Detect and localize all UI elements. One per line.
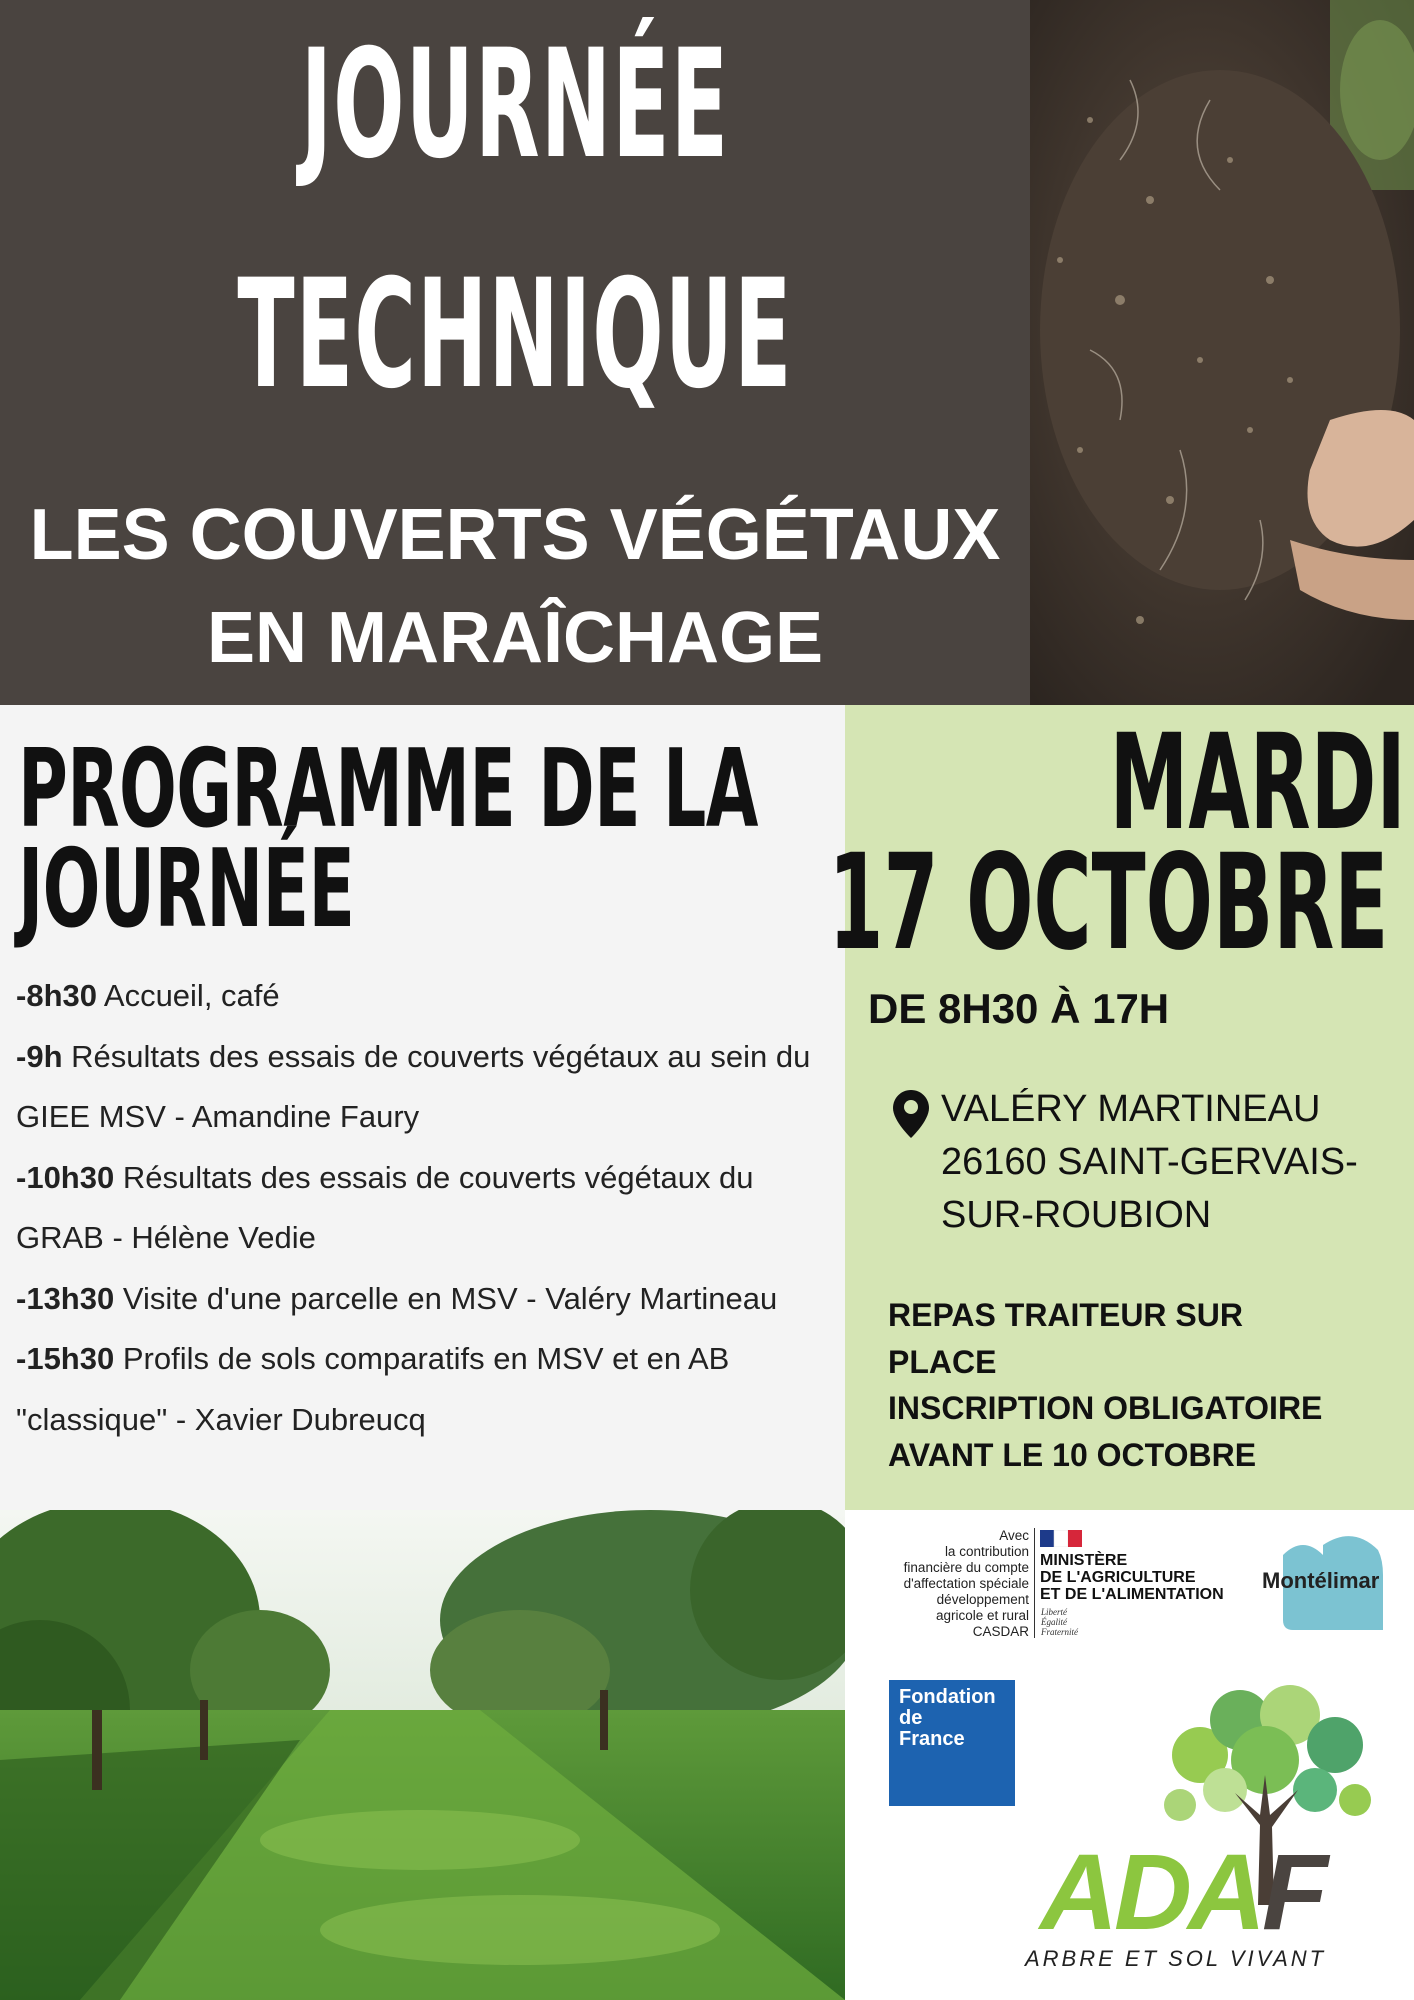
event-notes [888, 1292, 1322, 1478]
subtitle-line-1: LES COUVERTS VÉGÉTAUX [29, 495, 1001, 575]
programme-text: Accueil, café [96, 978, 280, 1013]
adaf-tagline: ARBRE ET SOL VIVANT [1025, 1946, 1327, 1971]
adaf-letter: F [1262, 1831, 1324, 1952]
casdar-line: la contribution [944, 1544, 1029, 1559]
orchard-photo [0, 1510, 845, 2000]
note-line: INSCRIPTION OBLIGATOIRE [888, 1390, 1323, 1426]
programme-list [16, 966, 836, 1450]
motto-line: Fraternité [1041, 1627, 1078, 1637]
event-hours: DE 8H30 À 17H [868, 985, 1170, 1032]
ministry-line: MINISTÈRE [1040, 1552, 1128, 1569]
programme-text: Résultats des essais de couverts végétaux au sein du GIEE MSV - Amandine Faury [16, 1038, 811, 1134]
event-date: 17 OCTOBRE [827, 826, 1388, 980]
ministry-line: DE L'AGRICULTURE [1040, 1569, 1196, 1586]
casdar-line: financière du compte [903, 1560, 1029, 1575]
casdar-line: CASDAR [972, 1624, 1029, 1639]
programme-time: -15h30 [16, 1341, 115, 1376]
note-line: REPAS TRAITEUR SUR [888, 1297, 1243, 1333]
note-line: PLACE [888, 1343, 997, 1380]
motto-line: Liberté [1041, 1607, 1067, 1617]
title-line-2: TECHNIQUE [237, 248, 793, 422]
programme-title-text: PROGRAMME DE LA JOURNÉE [18, 727, 758, 952]
programme-item [16, 1329, 836, 1450]
subtitle-line-2: EN MARAÎCHAGE [206, 598, 823, 678]
programme-time: -10h30 [16, 1159, 115, 1195]
programme-item [16, 1269, 836, 1330]
montelimar-logo-text: Montélimar [1262, 1568, 1380, 1593]
address-line-3: SUR-ROUBION [941, 1194, 1212, 1236]
ministry-logo-text [1040, 1552, 1224, 1603]
casdar-line: développement [936, 1592, 1029, 1607]
casdar-text [855, 1528, 1029, 1640]
casdar-line: Avec [999, 1528, 1029, 1543]
programme-item [16, 1027, 836, 1148]
republic-motto [1041, 1607, 1078, 1637]
ministry-line: ET DE L'ALIMENTATION [1040, 1586, 1224, 1603]
address-line-2: 26160 SAINT-GERVAIS- [941, 1141, 1358, 1183]
adaf-letter: A [1040, 1831, 1114, 1952]
programme-text: Visite d'une parcelle en MSV - Valéry Martineau [114, 1280, 778, 1316]
programme-time: -8h30 [16, 978, 97, 1013]
programme-item [16, 1148, 836, 1269]
casdar-line: agricole et rural [935, 1608, 1029, 1623]
programme-title [18, 727, 837, 952]
note-line: AVANT LE 10 OCTOBRE [888, 1436, 1257, 1473]
marianne-flag-icon [1040, 1530, 1082, 1547]
event-address [941, 1083, 1358, 1242]
location-pin-icon [893, 1090, 929, 1138]
programme-time: -13h30 [16, 1280, 115, 1316]
adaf-letter: A [1188, 1831, 1262, 1952]
programme-time: -9h [16, 1038, 63, 1074]
motto-line: Égalité [1041, 1617, 1067, 1627]
casdar-line: d'affectation spéciale [903, 1576, 1029, 1591]
address-line-1: VALÉRY MARTINEAU [941, 1088, 1321, 1130]
fondation-line: de [899, 1707, 923, 1729]
programme-text: Résultats des essais de couverts végétaux du GRAB - Hélène Vedie [16, 1159, 754, 1255]
divider [1034, 1528, 1035, 1638]
adaf-letter: D [1114, 1831, 1188, 1952]
event-day: MARDI [1109, 706, 1406, 860]
fondation-line: Fondation [899, 1686, 996, 1708]
title-line-1: JOURNÉE [300, 18, 730, 192]
adaf-logo [1040, 1831, 1324, 1952]
programme-item [16, 966, 836, 1027]
fondation-de-france-text [899, 1687, 996, 1750]
fondation-line: France [899, 1728, 965, 1750]
soil-photo [1030, 0, 1414, 705]
programme-text: Profils de sols comparatifs en MSV et en AB "classique" - Xavier Dubreucq [16, 1341, 730, 1437]
